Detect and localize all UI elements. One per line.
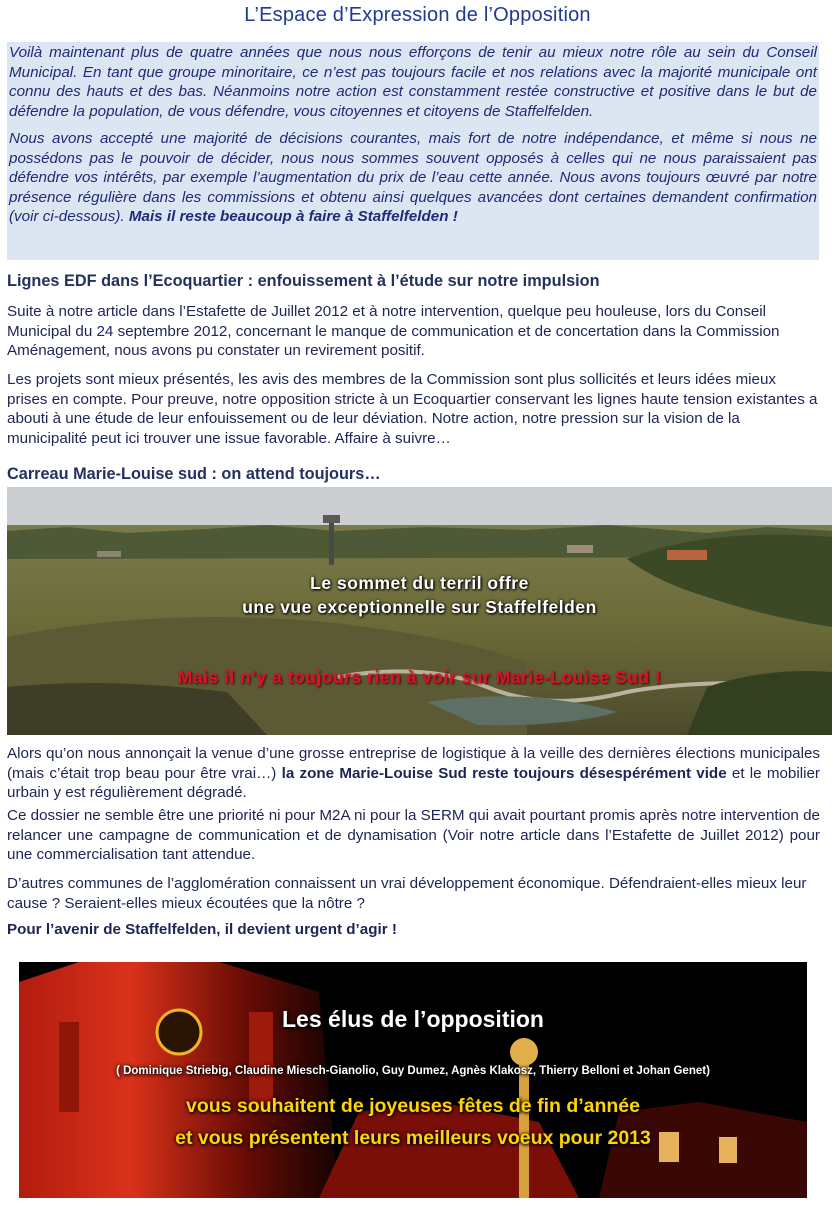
marie-louise-paragraph-2: Ce dossier ne semble être une priorité ni pour M2A ni pour la SERM qui avait pourtant promis après notre intervention de relancer une campagne de communication et de dynamisation (Voir notre article dans l’Estafette de Juillet 2012) pour une commercialisation tant attendue. xyxy=(7,807,820,863)
banner-title: Les élus de l’opposition xyxy=(282,1006,544,1032)
greetings-banner xyxy=(19,962,807,1198)
marie-louise-paragraph-3: D’autres communes de l’agglomération connaissent un vrai développement économique. Défendraient-elles mieux leur cause ? Seraient-elles mieux écoutées que la nôtre ? xyxy=(7,875,807,912)
intro-paragraph-2-text: Nous avons accepté une majorité de décisions courantes, mais fort de notre indépendance, et même si nous ne possédons pas le pouvoir de décider, nous nous sommes souvent opposés à celles qui ne nous paraissaient pas défendre vos intérêts, par exemple l’augmentation du prix de l’eau cette année. Nous avons toujours œuvré par notre présence régulière dans les commissions et obtenu ainsi quelques avancées dont certaines demandent confirmation (voir ci-dessous). xyxy=(9,130,817,225)
intro-paragraph-1: Voilà maintenant plus de quatre années que nous nous efforçons de tenir au mieux notre rôle au sein du Conseil Municipal. En tant que groupe minoritaire, ce n’est pas toujours facile et nos relations avec la majorité municipale ont connu des hauts et des bas. Néanmoins notre action est constamment restée constructive et positive dans le but de défendre la population, de vous défendre, vous citoyennes et citoyens de Staffelfelden. xyxy=(9,44,817,120)
town-hall-illustration xyxy=(19,962,807,1198)
conclusion: Pour l’avenir de Staffelfelden, il devient urgent d’agir ! xyxy=(7,921,397,938)
banner-wish-line-2: et vous présentent leurs meilleurs voeux pour 2013 xyxy=(175,1127,651,1149)
marie-louise-emphasis: la zone Marie-Louise Sud reste toujours désespérément vide xyxy=(281,764,727,782)
intro-emphasis: Mais il reste beaucoup à faire à Staffelfelden ! xyxy=(128,208,458,225)
marie-louise-paragraph-1 xyxy=(7,744,820,803)
marie-louise-paragraph-1-start: Alors qu’on nous annonçait la venue d’une grosse entreprise de logistique à la veille des dernières élections municipales (mais c’était trop beau pour être vrai…) xyxy=(7,745,820,782)
edf-paragraph-2: Les projets sont mieux présentés, les avis des membres de la Commission sont plus sollicités et leurs idées mieux prises en compte. Pour preuve, notre opposition stricte à un Ecoquartier conservant les lignes haute tension existantes a abouti à une étude de leur enfouissement ou de leur déviation. Notre action, notre pression sur la vision de la municipalité peut ici trouver une issue favorable. Affaire à suivre… xyxy=(7,371,818,447)
edf-paragraph-1: Suite à notre article dans l’Estafette de Juillet 2012 et à notre intervention, quelque peu houleuse, lors du Conseil Municipal du 24 septembre 2012, concernant le manque de communication et de concertation dans la Commission Aménagement, nous avons pu constater un revirement positif. xyxy=(7,303,780,359)
marie-louise-paragraph-1-end: et le mobilier urbain y est régulièrement dégradé. xyxy=(7,764,820,801)
photo-caption-line-2: une vue exceptionnelle sur Staffelfelden xyxy=(242,597,597,617)
intro-box xyxy=(7,42,819,260)
photo-caption-alert: Mais il n’y a toujours rien à voir sur Marie-Louise Sud ! xyxy=(177,667,662,687)
landscape-photo xyxy=(7,487,832,735)
section-heading-edf: Lignes EDF dans l’Ecoquartier : enfouissement à l’étude sur notre impulsion xyxy=(7,272,600,290)
banner-wish-line-1: vous souhaitent de joyeuses fêtes de fin d’année xyxy=(185,1095,641,1117)
photo-caption-line-1: Le sommet du terril offre xyxy=(310,573,529,593)
section-heading-marie-louise: Carreau Marie-Louise sud : on attend toujours… xyxy=(7,465,381,483)
page-title: L’Espace d’Expression de l’Opposition xyxy=(244,4,591,26)
intro-paragraph-2 xyxy=(9,129,817,227)
banner-names: ( Dominique Striebig, Claudine Miesch-Gianolio, Guy Dumez, Agnès Klakosz, Thierry Belloni et Johan Genet) xyxy=(116,1065,710,1077)
